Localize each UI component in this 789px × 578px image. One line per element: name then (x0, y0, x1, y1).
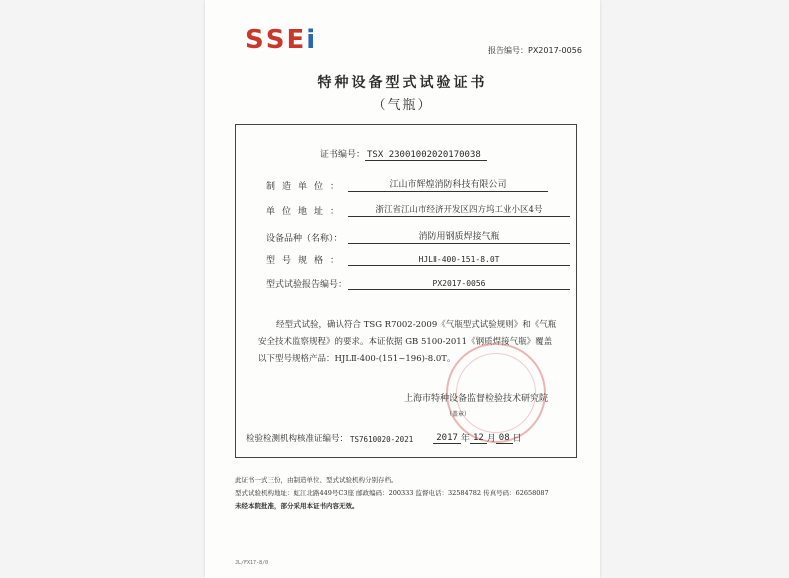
field-equipment (266, 229, 570, 244)
field-label: 单位地址： (266, 207, 347, 217)
certificate-page (205, 0, 600, 578)
note-line: 型式试验机构地址：虹江北路449号C3座 邮政编码：200333 监督电话：32584782 传真号码：62658087 (235, 489, 549, 497)
certification-statement: 经型式试验，确认符合 TSG R7002-2009《气瓶型式试验规则》和《气瓶安全技术监察规程》的要求。本证依据 GB 5100-2011《钢质焊接气瓶》覆盖以下型号规格产品：HJLⅡ-400-(151~196)-8.0T。 (258, 320, 557, 364)
issuing-institute: 上海市特种设备监督检验技术研究院 (404, 394, 549, 404)
field-label: 型号规格： (266, 256, 347, 266)
field-value: 浙江省江山市经济开发区四方坞工业小区4号 (348, 203, 570, 217)
certificate-number (320, 147, 487, 161)
certificate-notes (235, 474, 575, 513)
field-value: HJLⅡ-400-151-8.0T (348, 255, 570, 266)
field-label: 制造单位： (266, 182, 347, 192)
authorization-row (246, 431, 522, 444)
form-code: JL/FX17-8/0 (235, 560, 269, 566)
field-value: 消防用钢质焊接气瓶 (348, 229, 570, 244)
issue-day: 08 (496, 433, 513, 444)
field-value: 江山市辉煌消防科技有限公司 (348, 177, 548, 192)
field-label: 型式试验报告编号： (266, 280, 348, 290)
logo-letter: S (265, 25, 286, 55)
month-unit: 月 (486, 434, 496, 444)
field-label: 设备品种（名称）： (266, 234, 343, 244)
report-number: 报告编号：PX2017-0056 (488, 46, 582, 55)
certificate-frame (235, 124, 577, 458)
logo-letter: i (306, 25, 317, 55)
certificate-number-label: 证书编号： (320, 150, 366, 160)
field-address (266, 203, 570, 217)
year-unit: 年 (460, 434, 470, 444)
issue-month: 12 (470, 433, 487, 444)
certificate-subtitle: （气瓶） (372, 98, 433, 113)
authorization-label: 检验检测机构核准证编号： (246, 434, 349, 444)
certificate-title: 特种设备型式试验证书 (317, 75, 488, 91)
logo-letter: S (245, 25, 265, 55)
note-line: 未经本院批准，部分采用本证书内容无效。 (235, 502, 359, 510)
issue-date (433, 431, 521, 444)
field-model (266, 253, 570, 266)
logo-letter: E (286, 25, 306, 55)
ssei-logo (245, 26, 316, 54)
issue-year: 2017 (433, 433, 461, 444)
note-line: 此证书一式三份，由制造单位、型式试验机构分别存档。 (235, 476, 398, 484)
authorization-number: TS7610020-2021 (350, 435, 414, 444)
seal-note: （盖章） (446, 411, 471, 418)
field-test-report (266, 277, 570, 290)
field-manufacturer (266, 177, 548, 192)
day-unit: 日 (512, 434, 522, 444)
certificate-number-value: TSX 23001002020170038 (365, 150, 487, 161)
field-value: PX2017-0056 (348, 279, 570, 290)
